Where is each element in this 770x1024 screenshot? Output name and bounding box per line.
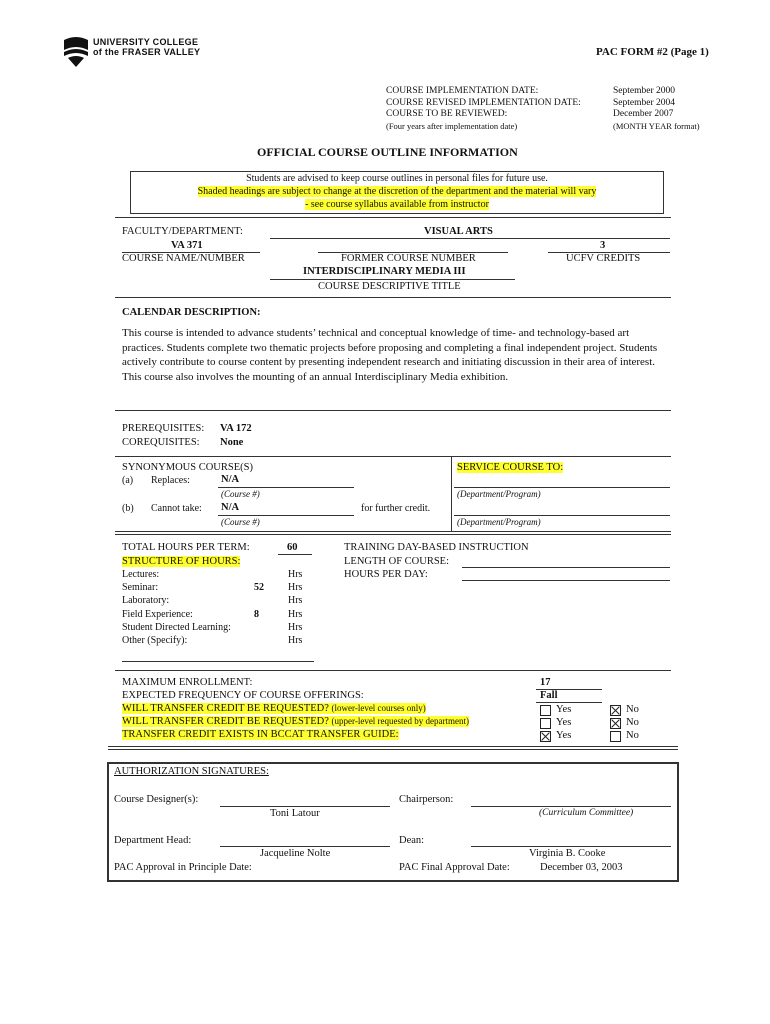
logo-text — [93, 37, 200, 57]
divider — [115, 670, 671, 671]
vertical-divider — [451, 457, 452, 531]
designer-signature-line[interactable] — [220, 806, 390, 807]
hours-row-label: Field Experience: — [122, 608, 193, 620]
hours-row-unit: Hrs — [288, 608, 303, 620]
transfer-upper-label: WILL TRANSFER CREDIT BE REQUESTED? — [122, 716, 329, 727]
per-day-label: HOURS PER DAY: — [344, 569, 428, 580]
notice-line-2: Shaded headings are subject to change at the discretion of the department and the material will vary — [197, 186, 597, 197]
transfer-no-checkbox[interactable] — [610, 705, 621, 716]
department-head-name: Jacqueline Nolte — [260, 848, 331, 859]
course-number: VA 371 — [171, 240, 203, 251]
transfer-yes-checkbox[interactable] — [540, 731, 551, 742]
prereq-label: PREREQUISITES: — [122, 423, 205, 434]
hours-row-unit: Hrs — [288, 569, 303, 580]
total-hours-label: TOTAL HOURS PER TERM: — [122, 542, 250, 553]
hours-row-label: Student Directed Learning: — [122, 621, 231, 633]
transfer-no-checkbox[interactable] — [610, 718, 621, 729]
hours-row-label: Laboratory: — [122, 595, 170, 607]
synonymous-heading: SYNONYMOUS COURSE(S) — [122, 462, 253, 473]
service-line-1 — [454, 487, 670, 488]
head-signature-line[interactable] — [220, 846, 390, 847]
credits-label: UCFV CREDITS — [566, 253, 641, 264]
department-head-label: Department Head: — [114, 835, 192, 846]
total-hours-line — [278, 554, 312, 555]
form-title: PAC FORM #2 (Page 1) — [596, 46, 709, 58]
chair-signature-line[interactable] — [471, 806, 671, 807]
cannot-take-line — [218, 515, 354, 516]
transfer-upper-note: (upper-level requested by department) — [331, 716, 470, 726]
training-heading: TRAINING DAY-BASED INSTRUCTION — [344, 542, 529, 553]
service-line-2 — [454, 515, 670, 516]
transfer-lower-label: WILL TRANSFER CREDIT BE REQUESTED? — [122, 703, 329, 714]
frequency-line — [536, 702, 602, 703]
revised-date-value: September 2004 — [613, 97, 676, 108]
max-enrollment-label: MAXIMUM ENROLLMENT: — [122, 677, 253, 688]
review-date-value: December 2007 — [613, 109, 674, 120]
coreq-label: COREQUISITES: — [122, 437, 200, 448]
replaces-value: N/A — [221, 474, 240, 485]
notice-line-1: Students are advised to keep course outlines in personal files for future use. — [246, 173, 548, 184]
review-note-label: (Four years after implementation date) — [386, 121, 518, 132]
cannot-take-label: Cannot take: — [151, 503, 202, 514]
max-enrollment-value: 17 — [540, 677, 551, 688]
transfer-yes-label: Yes — [556, 730, 572, 741]
divider — [115, 297, 671, 298]
structure-label-text: STRUCTURE OF HOURS: — [122, 556, 241, 567]
transfer-no-label: No — [626, 704, 639, 715]
bccat-label: TRANSFER CREDIT EXISTS IN BCCAT TRANSFER GUIDE: — [122, 729, 399, 740]
chairperson-label: Chairperson: — [399, 794, 454, 805]
hours-bottom-line — [122, 661, 314, 662]
transfer-upper-row — [122, 716, 469, 727]
synonymous-b: (b) — [122, 503, 134, 514]
structure-label — [122, 556, 240, 567]
divider — [115, 217, 671, 218]
total-hours-value: 60 — [287, 542, 298, 553]
logo-line-2: of the FRASER VALLEY — [93, 47, 201, 57]
transfer-yes-label: Yes — [556, 717, 572, 728]
review-date-label: COURSE TO BE REVIEWED: — [386, 109, 508, 120]
course-title-label: COURSE DESCRIPTIVE TITLE — [318, 281, 461, 292]
transfer-yes-checkbox[interactable] — [540, 718, 551, 729]
divider — [115, 531, 671, 532]
revised-date-label: COURSE REVISED IMPLEMENTATION DATE: — [386, 97, 581, 108]
hours-row-label: Other (Specify): — [122, 635, 188, 646]
pac-final-value: December 03, 2003 — [540, 862, 623, 873]
notice-box — [130, 171, 664, 214]
cannot-take-value: N/A — [221, 502, 240, 513]
divider — [115, 456, 671, 457]
transfer-lower-note: (lower-level courses only) — [331, 703, 426, 713]
transfer-no-label: No — [626, 730, 639, 741]
further-credit: for further credit. — [361, 503, 431, 514]
authorization-heading: AUTHORIZATION SIGNATURES: — [114, 766, 269, 777]
calendar-text: This course is intended to advance students’ technical and conceptual knowledge of time- and technology-based art practices. Students complete two thematic projects before proposing and completing a final independent project. Students actively contribute to course content by presenting independent research and initiating discussion in their area of interest. This course also involves the mounting of an annual Interdisciplinary Media exhibition. — [122, 327, 658, 383]
former-course-label: FORMER COURSE NUMBER — [341, 253, 476, 264]
prereq-value: VA 172 — [220, 423, 252, 434]
transfer-lower-row — [122, 703, 426, 714]
course-name-label: COURSE NAME/NUMBER — [122, 253, 245, 264]
impl-date-value: September 2000 — [613, 86, 676, 96]
dept-hint-2: (Department/Program) — [457, 517, 541, 527]
dean-name: Virginia B. Cooke — [529, 848, 606, 859]
synonymous-a: (a) — [122, 475, 134, 486]
replaces-line — [218, 487, 354, 488]
transfer-yes-checkbox[interactable] — [540, 705, 551, 716]
hours-row-label: Lectures: — [122, 569, 160, 580]
bccat-row — [122, 729, 399, 740]
coreq-value: None — [220, 437, 244, 448]
frequency-label: EXPECTED FREQUENCY OF COURSE OFFERINGS: — [122, 690, 364, 701]
dates-values — [613, 86, 700, 133]
dean-label: Dean: — [399, 835, 425, 846]
length-label: LENGTH OF COURSE: — [344, 556, 450, 567]
hours-row-label: Seminar: — [122, 582, 159, 594]
transfer-no-checkbox[interactable] — [610, 731, 621, 742]
course-hint-2: (Course #) — [221, 517, 260, 527]
transfer-yes-label: Yes — [556, 704, 572, 715]
faculty-value: VISUAL ARTS — [424, 226, 493, 237]
replaces-label: Replaces: — [151, 475, 190, 486]
divider — [108, 749, 678, 750]
transfer-no-label: No — [626, 717, 639, 728]
length-line — [462, 567, 670, 568]
impl-date-label: COURSE IMPLEMENTATION DATE: — [386, 86, 539, 96]
hours-row-value: 52 — [254, 582, 264, 594]
hours-row-unit: Hrs — [288, 595, 303, 607]
designer-label: Course Designer(s): — [114, 794, 199, 805]
divider — [115, 534, 671, 535]
curriculum-note: (Curriculum Committee) — [539, 808, 634, 818]
divider — [108, 746, 678, 747]
pac-principle-label: PAC Approval in Principle Date: — [114, 862, 252, 873]
per-day-line — [462, 580, 670, 581]
dates-labels — [386, 86, 581, 133]
hours-row-unit: Hrs — [288, 621, 303, 633]
hours-row-unit: Hrs — [288, 582, 303, 594]
course-title-line — [270, 279, 515, 280]
course-title: INTERDISCIPLINARY MEDIA III — [303, 266, 466, 277]
course-hint-1: (Course #) — [221, 489, 260, 499]
hours-row-value: 8 — [254, 608, 259, 620]
pac-final-label: PAC Final Approval Date: — [399, 862, 510, 873]
service-heading — [457, 462, 563, 473]
frequency-value: Fall — [540, 690, 558, 701]
hours-row-unit: Hrs — [288, 635, 303, 646]
ucfv-logo-icon — [62, 36, 90, 68]
notice-line-3: - see course syllabus available from instructor — [305, 199, 489, 210]
divider — [115, 410, 671, 411]
dean-signature-line[interactable] — [471, 846, 671, 847]
official-heading: OFFICIAL COURSE OUTLINE INFORMATION — [257, 145, 518, 159]
course-credits: 3 — [600, 240, 606, 251]
designer-name: Toni Latour — [270, 808, 320, 819]
faculty-line — [270, 238, 670, 239]
logo-line-1: UNIVERSITY COLLEGE — [93, 37, 199, 47]
faculty-label: FACULTY/DEPARTMENT: — [122, 226, 243, 237]
service-heading-text: SERVICE COURSE TO: — [457, 462, 564, 473]
month-year-note: (MONTH YEAR format) — [613, 121, 700, 132]
dept-hint-1: (Department/Program) — [457, 489, 541, 499]
calendar-heading: CALENDAR DESCRIPTION: — [122, 307, 261, 318]
